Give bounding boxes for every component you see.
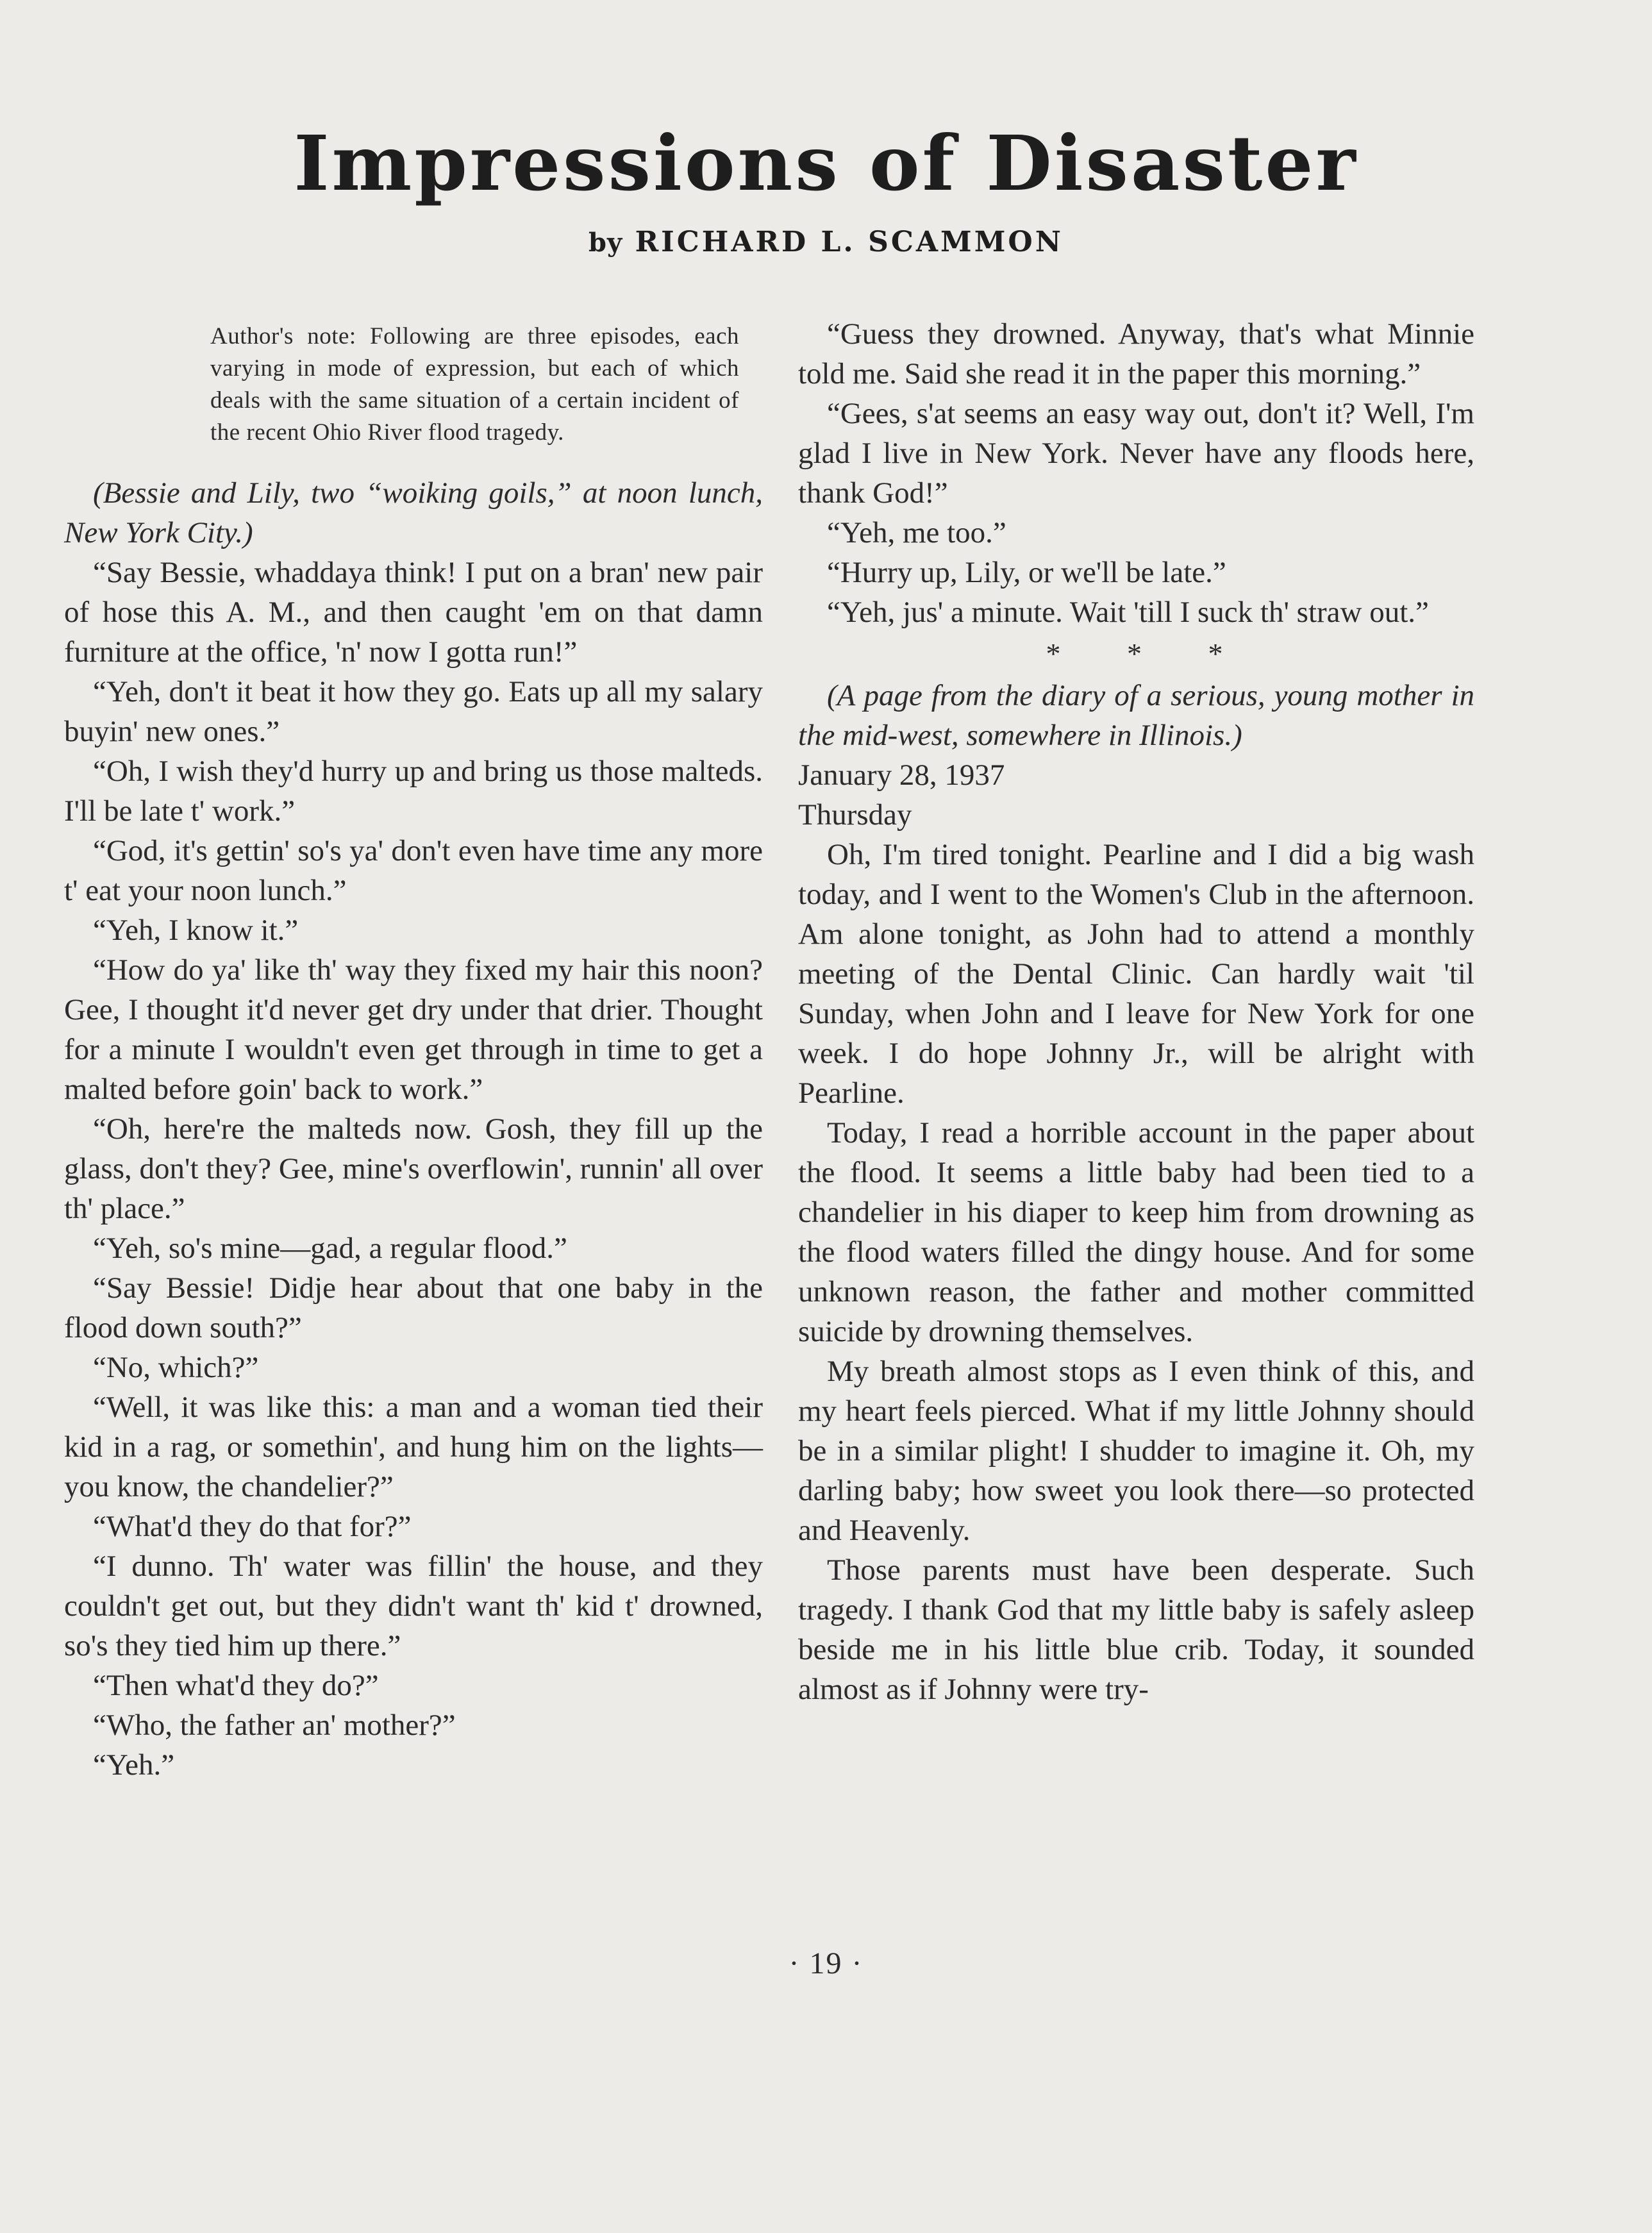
dialogue-line: “Yeh.”: [93, 1748, 175, 1782]
scene-heading: (Bessie and Lily, two “woiking goils,” at noon lunch, New York City.): [64, 476, 763, 549]
dialogue-line: “Yeh, me too.”: [827, 516, 1006, 549]
dialogue-line: “Who, the father an' mother?”: [93, 1709, 456, 1742]
dialogue-line: “Guess they drowned. Anyway, that's what Minnie told me. Said she read it in the paper this morning.”: [798, 317, 1474, 390]
section-separator: * * *: [1046, 637, 1253, 670]
diary-date: January 28, 1937: [798, 758, 1005, 792]
byline-by: by: [588, 228, 623, 258]
diary-paragraph: My breath almost stops as I even think of this, and my heart feels pierced. What if my little Johnny should be in a similar plight! I shudder to imagine it. Oh, my darling baby; how sweet you look there—so protected and Heavenly.: [798, 1355, 1474, 1547]
diary-paragraph: Today, I read a horrible account in the paper about the flood. It seems a little baby had been tied to a chandelier in his diaper to keep him from drowning as the flood waters filled the dingy house. And for some unknown reason, the father and mother committed suicide by drowning themselves.: [798, 1116, 1474, 1348]
dialogue-line: “Oh, here're the malteds now. Gosh, they fill up the glass, don't they? Gee, mine's overflowin', runnin' all over th' place.”: [64, 1112, 763, 1225]
page-number: · 19 ·: [788, 1946, 864, 1980]
dialogue-line: “Then what'd they do?”: [93, 1669, 379, 1702]
diary-heading: (A page from the diary of a serious, young mother in the mid-west, somewhere in Illinois.): [798, 679, 1474, 752]
dialogue-line: “What'd they do that for?”: [93, 1510, 412, 1543]
right-column: [798, 314, 1474, 1709]
dialogue-line: “Well, it was like this: a man and a woman tied their kid in a rag, or somethin', and hung him on the lights—you know, the chandelier?”: [64, 1391, 763, 1503]
byline-author: RICHARD L. SCAMMON: [635, 226, 1064, 258]
dialogue-line: “Oh, I wish they'd hurry up and bring us those malteds. I'll be late t' work.”: [64, 755, 763, 828]
dialogue-line: “Yeh, I know it.”: [93, 914, 299, 947]
article-title: Impressions of Disaster: [294, 119, 1358, 208]
dialogue-line: “I dunno. Th' water was fillin' the house, and they couldn't get out, but they didn't want th' kid t' drowned, so's they tied him up there.”: [64, 1550, 763, 1662]
dialogue-line: “Gees, s'at seems an easy way out, don't it? Well, I'm glad I live in New York. Never have any floods here, thank God!”: [798, 397, 1474, 510]
diary-paragraph: Oh, I'm tired tonight. Pearline and I did a big wash today, and I went to the Women's Club in the afternoon. Am alone tonight, as John had to attend a monthly meeting of the Dental Clinic. Can hardly wait 'til Sunday, when John and I leave for New York for one week. I do hope Johnny Jr., will be alright with Pearline.: [798, 838, 1474, 1110]
dialogue-line: “Yeh, don't it beat it how they go. Eats up all my salary buyin' new ones.”: [64, 675, 763, 748]
dialogue-line: “Say Bessie! Didje hear about that one baby in the flood down south?”: [64, 1271, 763, 1344]
dialogue-line: “Say Bessie, whaddaya think! I put on a bran' new pair of hose this A. M., and then caught 'em on that damn furniture at the office, 'n' now I gotta run!”: [64, 556, 763, 669]
diary-day: Thursday: [798, 798, 912, 832]
dialogue-line: “Hurry up, Lily, or we'll be late.”: [827, 556, 1226, 589]
authors-note: Author's note: Following are three episodes, each varying in mode of expression, but each of which deals with the same situation of a certain incident of the recent Ohio River flood tragedy.: [210, 323, 739, 446]
byline: [0, 226, 1652, 258]
left-column: [64, 314, 763, 1785]
dialogue-line: “Yeh, so's mine—gad, a regular flood.”: [93, 1232, 567, 1265]
dialogue-line: “Yeh, jus' a minute. Wait 'till I suck th' straw out.”: [827, 596, 1429, 629]
dialogue-line: “No, which?”: [93, 1351, 259, 1384]
dialogue-line: “How do ya' like th' way they fixed my hair this noon? Gee, I thought it'd never get dry under that drier. Thought for a minute I wouldn't even get through in time to get a malted before goin' back to work.”: [64, 953, 763, 1106]
diary-paragraph: Those parents must have been desperate. Such tragedy. I thank God that my little baby is safely asleep beside me in his little blue crib. Today, it sounded almost as if Johnny were try-: [798, 1553, 1474, 1706]
dialogue-line: “God, it's gettin' so's ya' don't even have time any more t' eat your noon lunch.”: [64, 834, 763, 907]
